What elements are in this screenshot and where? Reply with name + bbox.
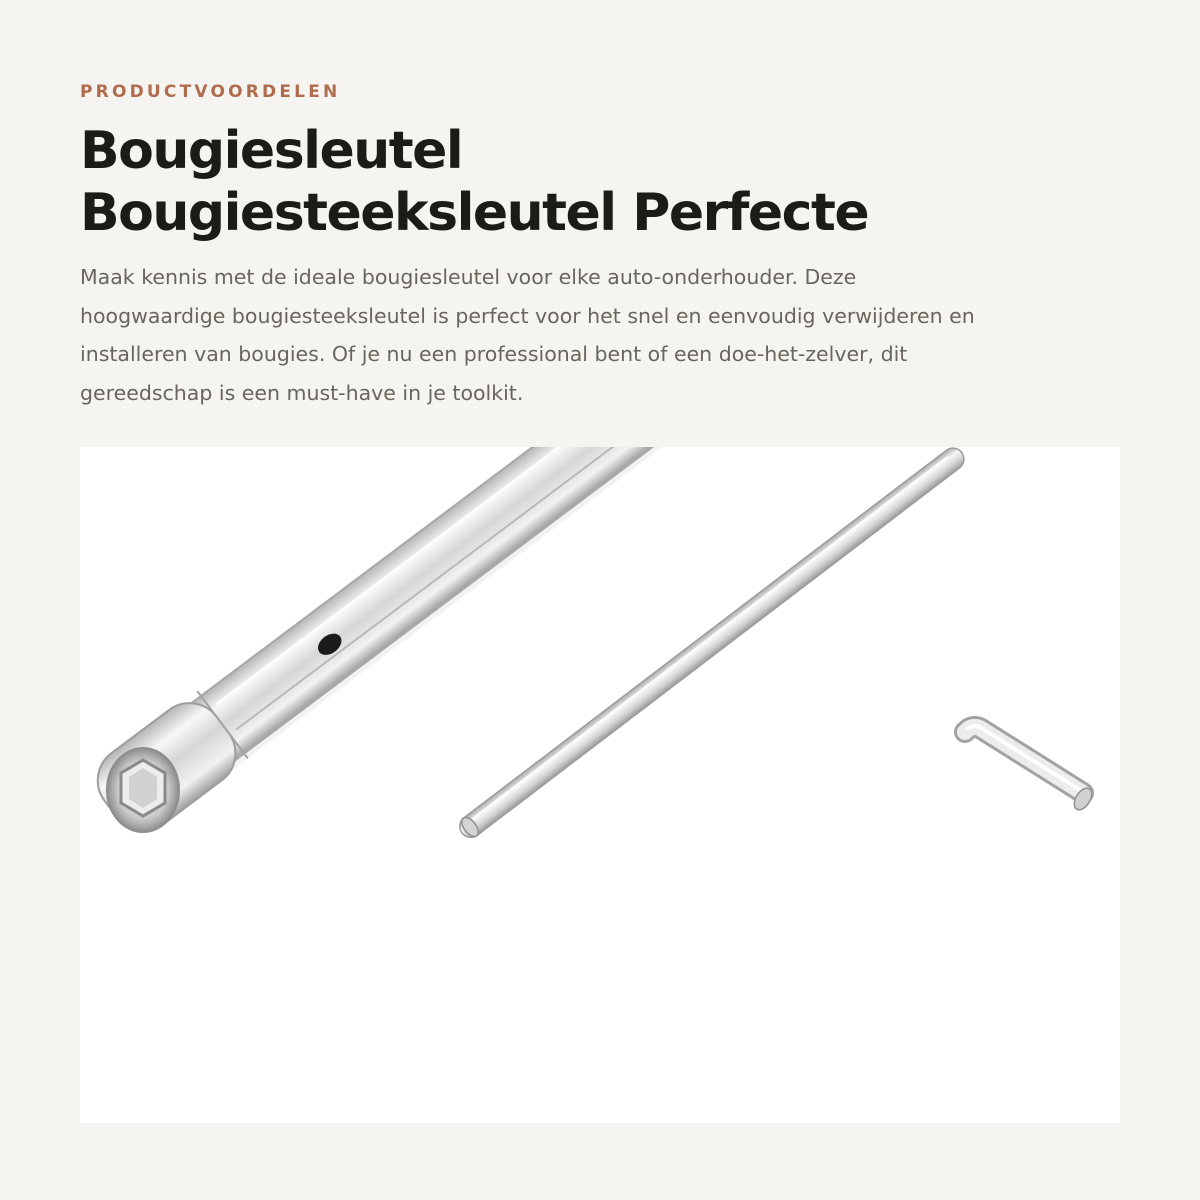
product-title — [80, 120, 868, 244]
spark-plug-wrench — [84, 447, 900, 844]
description-line: gereedschap is een must-have in je toolkit. — [80, 380, 524, 405]
section-eyebrow: PRODUCTVOORDELEN — [80, 82, 341, 102]
product-description — [80, 258, 1080, 412]
product-image — [80, 447, 1120, 1123]
description-line: installeren van bougies. Of je nu een professional bent of een doe-het-zelver, dit — [80, 342, 908, 366]
product-illustration — [80, 447, 1120, 1123]
description-line: hoogwaardige bougiesteeksleutel is perfect voor het snel en eenvoudig verwijderen en — [80, 303, 975, 328]
socket-opening — [107, 748, 179, 832]
product-title-line: Bougiesteeksleutel Perfecte — [80, 183, 869, 243]
product-benefits-section — [80, 0, 1120, 1200]
product-title-line: Bougiesleutel — [80, 121, 463, 181]
description-line: Maak kennis met de ideale bougiesleutel voor elke auto-onderhouder. Deze — [80, 265, 857, 289]
